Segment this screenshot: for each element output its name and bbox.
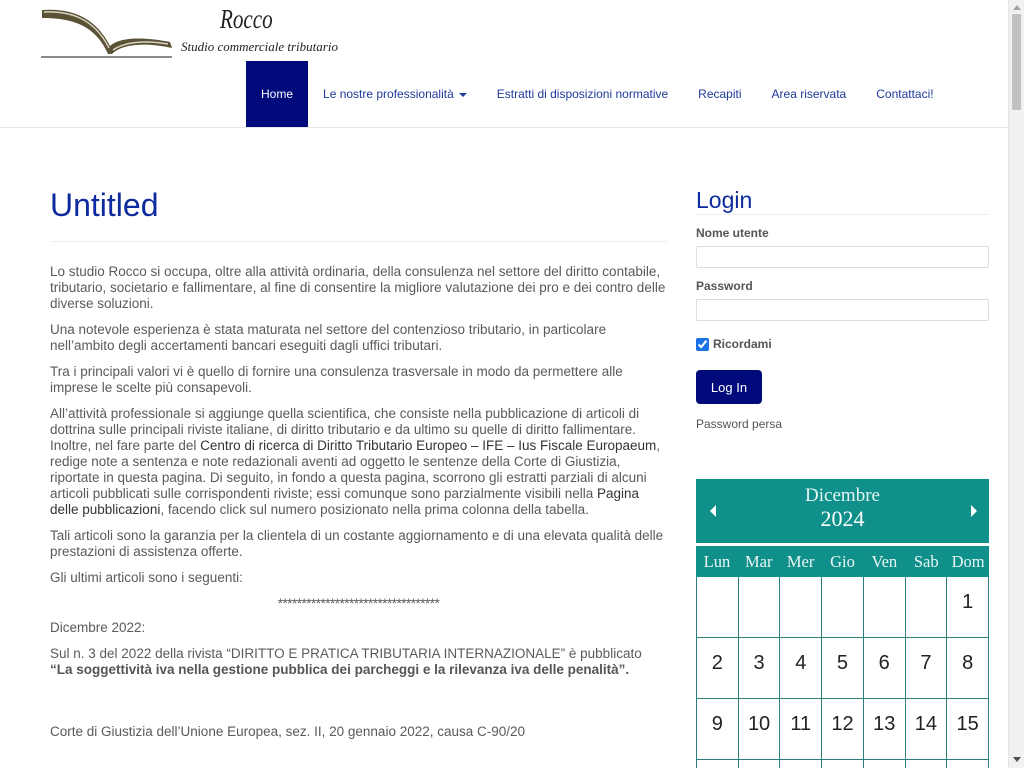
remember-checkbox[interactable] <box>696 338 709 351</box>
calendar-cell <box>739 760 781 768</box>
weekday: Lun <box>703 552 731 571</box>
weekday: Mer <box>786 552 815 571</box>
login-widget <box>696 186 989 431</box>
nav-area-riservata-label: Area riservata <box>771 87 847 101</box>
site-logo[interactable] <box>40 2 338 60</box>
calendar-cell <box>864 760 906 768</box>
date-heading: Dicembre 2022: <box>50 620 146 635</box>
password-label: Password <box>696 279 753 293</box>
nav-professionalita[interactable] <box>308 61 482 127</box>
guarantee-paragraph: Tali articoli sono la garanzia per la clientela di un costante aggiornamento e di una elevata qualità delle prestazioni di assistenza offerte. <box>50 528 664 559</box>
nav-area-riservata[interactable] <box>757 61 862 127</box>
weekday: Ven <box>871 552 898 571</box>
scroll-thumb[interactable] <box>1012 14 1021 110</box>
calendar-day[interactable]: 8 <box>947 638 989 699</box>
calendar-cell <box>906 760 948 768</box>
nav-professionalita-label: Le nostre professionalità <box>323 87 454 101</box>
calendar-cell <box>780 577 822 638</box>
weekday: Sab <box>913 552 939 571</box>
calendar-day[interactable]: 12 <box>822 699 864 760</box>
calendar-day[interactable]: 15 <box>947 699 989 760</box>
article-paragraph <box>50 646 667 678</box>
calendar-day[interactable]: 2 <box>697 638 739 699</box>
calendar-cell <box>822 577 864 638</box>
vertical-scrollbar[interactable] <box>1008 0 1024 768</box>
nav-home-label: Home <box>261 87 294 101</box>
latest-articles-intro: Gli ultimi articoli sono i seguenti: <box>50 570 243 585</box>
username-input[interactable] <box>696 246 989 268</box>
scientific-paragraph <box>50 406 667 518</box>
open-book-icon <box>40 2 180 60</box>
nav-recapiti-label: Recapiti <box>698 87 742 101</box>
calendar-cell <box>822 760 864 768</box>
nav-home[interactable] <box>246 61 308 127</box>
caret-down-icon <box>459 93 467 97</box>
calendar-cell <box>697 577 739 638</box>
calendar-weekdays <box>696 546 989 577</box>
calendar-cell <box>780 760 822 768</box>
login-button[interactable]: Log In <box>696 370 762 404</box>
calendar-grid <box>696 577 989 768</box>
calendar-cell <box>906 577 948 638</box>
calendar-day[interactable]: 4 <box>780 638 822 699</box>
nav-contattaci-label: Contattaci! <box>876 87 934 101</box>
article-title: “La soggettività iva nella gestione pubblica dei parcheggi e la rilevanza iva delle penalità”. <box>50 662 630 677</box>
nav-contattaci[interactable] <box>861 61 948 127</box>
calendar-cell <box>697 760 739 768</box>
calendar-month: Dicembre <box>805 485 880 506</box>
weekday: Mar <box>745 552 773 571</box>
password-input[interactable] <box>696 299 989 321</box>
calendar-day[interactable]: 5 <box>822 638 864 699</box>
brand-name: Rocco <box>220 4 273 34</box>
calendar-day[interactable]: 6 <box>864 638 906 699</box>
calendar-year: 2024 <box>820 506 865 531</box>
main-nav <box>246 61 949 127</box>
calendar-day[interactable]: 10 <box>739 699 781 760</box>
scientific-text-3: , facendo click sul numero posizionato nella prima colonna della tabella. <box>160 502 589 517</box>
experience-paragraph: Una notevole esperienza è stata maturata nel settore del contenzioso tributario, in particolare nell’ambito degli accertamenti bancari eseguiti dagli uffici tributari. <box>50 322 607 353</box>
calendar-day[interactable]: 9 <box>697 699 739 760</box>
nav-estratti[interactable] <box>482 61 683 127</box>
calendar-cell <box>864 577 906 638</box>
scroll-up-icon[interactable] <box>1013 5 1021 10</box>
separator-stars: ********************************** <box>277 596 440 611</box>
remember-row <box>696 337 989 351</box>
calendar-day[interactable]: 1 <box>947 577 989 638</box>
username-label: Nome utente <box>696 226 769 240</box>
scroll-down-icon[interactable] <box>1013 757 1021 762</box>
intro-paragraph: Lo studio Rocco si occupa, oltre alla attività ordinaria, della consulenza nel settore del diritto contabile, tributario, societario e fallimentare, al fine di consentire la migliore valutazione dei pro e dei contro delle diverse soluzioni. <box>50 264 666 311</box>
remember-label: Ricordami <box>713 337 772 351</box>
calendar-widget <box>696 479 989 768</box>
weekday: Dom <box>951 552 985 571</box>
spacer <box>50 688 667 724</box>
court-reference: Corte di Giustizia dell’Unione Europea, sez. II, 20 gennaio 2022, causa C-90/20 <box>50 724 526 739</box>
calendar-header <box>696 479 989 543</box>
calendar-cell <box>739 577 781 638</box>
scientific-text-2: , redige note a sentenza e note redazionali aventi ad oggetto le sentenze della Corte di Giustizia, riportate in questa pagina. Di seguito, in fondo a questa pagina, scorrono gli estratti parziali di alcuni articoli pubblicati sulle corrispondenti riviste; essi comunque sono parzialmente visibili nella <box>50 438 661 501</box>
calendar-day[interactable]: 13 <box>864 699 906 760</box>
next-month-icon[interactable] <box>971 505 977 517</box>
calendar-day[interactable]: 7 <box>906 638 948 699</box>
nav-estratti-label: Estratti di disposizioni normative <box>496 87 669 101</box>
login-title: Login <box>696 186 989 215</box>
weekday: Gio <box>830 552 855 571</box>
lost-password-link[interactable]: Password persa <box>696 417 783 431</box>
calendar-day[interactable]: 3 <box>739 638 781 699</box>
calendar-day[interactable]: 11 <box>780 699 822 760</box>
site-header <box>0 0 1008 128</box>
calendar-cell <box>947 760 989 768</box>
values-paragraph: Tra i principali valori vi è quello di fornire una consulenza trasversale in modo da permettere alle imprese le scelte più consapevoli. <box>50 364 623 395</box>
article-text: Sul n. 3 del 2022 della rivista “DIRITTO E PRATICA TRIBUTARIA INTERNAZIONALE” è pubblicato <box>50 646 642 661</box>
ife-link[interactable]: Centro di ricerca di Diritto Tributario Europeo – IFE – Ius Fiscale Europaeum <box>200 438 657 453</box>
main-content <box>50 183 667 750</box>
nav-recapiti[interactable] <box>683 61 756 127</box>
brand-subtitle: Studio commerciale tributario <box>181 39 338 54</box>
calendar-day[interactable]: 14 <box>906 699 948 760</box>
scientific-text-1: All’attività professionale si aggiunge quella scientifica, che consiste nella pubblicazione di articoli di dottrina sulle principali riviste italiane, di diritto tributario e da ultimo su quelle di diritto fallimentare. Inoltre, nel fare parte del <box>50 406 640 453</box>
page-title: Untitled <box>50 183 667 242</box>
publications-link[interactable]: Pagina delle pubblicazioni <box>50 486 640 517</box>
